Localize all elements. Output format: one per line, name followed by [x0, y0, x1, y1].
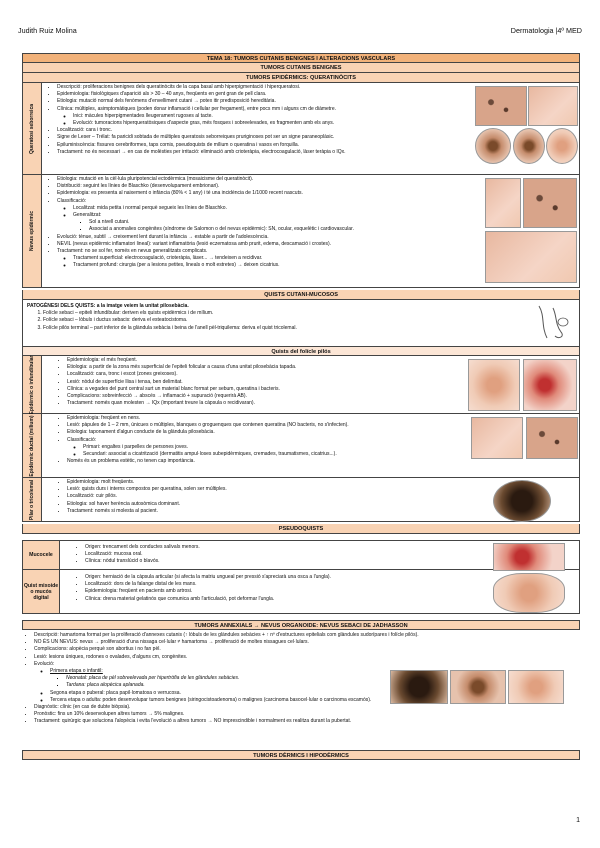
list-item: ◦ Localitzat: mida petita i normal perquè segueix les línies de Blaschko.	[73, 205, 475, 212]
list-item: • Complicacions: sobreinfecció → abscés → inflamació + supuració (requerirà AB).	[67, 393, 455, 400]
list-item: • Tractament: quirúrgic que soluciona l'alopècia i evita l'evolució a altres tumors → NO imprescindible i normalment es realitza durant la pubertat.	[34, 718, 580, 725]
document-sheet	[22, 53, 580, 799]
photo-quist-epidermic-1	[468, 359, 520, 411]
list-item: ◦ Generalitzat:	[73, 212, 475, 219]
list-item: ◦ Secundari: associat a cicatrització (dermatitis ampul·loses subepidèrmiques, cremades, traumatismes, cicatrius...).	[83, 451, 465, 458]
row-mucocele	[22, 540, 580, 570]
photo-nevus-1	[485, 178, 521, 228]
list-item: 3. Folícle pilós terminal – part inferior de la glàndula sebàcia i beina de l'anell pèl-triquilema: deriva el quist tricolemal.	[43, 325, 527, 332]
list-item: • Clínica: a vegades del punt central surt un material blanc format per sebum, queratina i bacteris.	[67, 386, 455, 393]
photo-queratosi-4	[513, 128, 545, 164]
list-item: ◦ Primari: engaltes i parpelles de persones joves.	[83, 444, 465, 451]
photo-mixoide	[493, 573, 565, 613]
page-number: 1	[576, 817, 580, 824]
list-item: • Epidemiologia: freqüent en nens.	[67, 415, 465, 422]
list-item: • Tractament: només si molesta al pacient.	[67, 508, 455, 515]
list-item: • Lesió: lesions úniques, rodones o ovalades, d'alguns cm, congènites.	[34, 654, 580, 661]
photo-annex-3	[508, 670, 564, 704]
list-item: • Descripció: proliferacions benignes dels queratinòcits de la capa basal amb hiperpigmentació i hiperqueratosi.	[57, 84, 465, 91]
list-item: • Classificació:	[67, 437, 465, 444]
list-item: • Epidemiologia: freqüent en pacients amb artrosi.	[85, 588, 483, 595]
list-item: • Clínica: nòdul translúcid o blavós.	[85, 558, 473, 565]
photo-mucocele	[493, 543, 565, 571]
photo-nevus-2	[523, 178, 577, 228]
section-epidermic: TUMORS EPIDÈRMICS: QUERATINÒCITS	[22, 73, 580, 83]
photo-queratosi-3	[475, 128, 511, 164]
list-item: ▪ Tardana: placa alopècica aplanada.	[66, 682, 580, 689]
section-annex: TUMORS ANNEXIALS → NEVUS ORGANOIDE: NEVUS SEBACI DE JADHASSON	[22, 620, 580, 630]
list-item: ▪ Associat a anomalies congènites (síndrome de Salomon o del nevus epidèrmic): SN, ocular, esquelètic i cardiovascular.	[89, 226, 475, 233]
list-item: • Diagnòstic: clínic (en cas de dubte biòpsia).	[34, 704, 580, 711]
list-item: • Evolució:	[34, 661, 580, 668]
list-item: • Epidemiologia: el més freqüent.	[67, 357, 455, 364]
photo-annex-2	[450, 670, 506, 704]
list-item: • Evolució: tènue, subtil → creixement lent durant la infància → estable a partir de l'adolescència.	[57, 234, 475, 241]
list-item: • Origen: trencament dels conductes salivals menors.	[85, 544, 473, 551]
pilosebaceous-diagram	[533, 302, 573, 342]
list-item: • Distribució: seguint les línies de Blaschko (desenvolupament embrionari).	[57, 183, 475, 190]
label-queratosi: Queratosi seborreica	[23, 83, 42, 174]
list-item: • Lesió: nòdul de superfície llisa i tensa, ben delimitat.	[67, 379, 455, 386]
photo-queratosi-5	[546, 128, 578, 164]
list-item: • Només és un problema estètic, no tenen cap importància.	[67, 458, 465, 465]
list-item: • Tractament: no és necessari → en cas de molèsties per irritació: eliminació amb crioteràpia, electrocoagulació, làser teràpia o IQx.	[57, 149, 465, 156]
section-pseudo: PSEUDOQUISTS	[22, 524, 580, 534]
list-item: • Etiologia: a partir de la zona més superficial de l'epiteli folicular a causa d'una unitat pilosebàcia tapada.	[67, 364, 455, 371]
section-dermal: TUMORS DÈRMICS I HIPODÈRMICS	[22, 750, 580, 760]
photo-nevus-3	[485, 231, 577, 283]
list-item: ◦ Tractament superficial: electrocoagulació, crioteràpia, làser... → tendeixen a recidivar.	[73, 255, 475, 262]
list-item: • Epidemiologia: molt freqüents.	[67, 479, 455, 486]
list-item: • Tractament: només quan molesten → IQx (important treure la càpsula o recidivaran).	[67, 400, 455, 407]
photo-annex-1	[390, 670, 448, 704]
list-item: ◦ Evolució: tumoracions hiperqueratòsiques d'aspecte gras, més fosques i sobreelevades, es fragmenten amb els anys.	[73, 120, 465, 127]
row-queratosi	[22, 83, 580, 175]
section-benign: TUMORS CUTANIS BENIGNES	[22, 63, 580, 73]
photo-pilar	[493, 480, 551, 522]
row-cysts-intro	[22, 300, 580, 346]
list-item: • Lesió: pàpules de 1 – 2 mm, únicues o múltiples, blanques o groguenques que contenen queratina (NO bacteris, no s'infecten).	[67, 422, 465, 429]
row-nevus	[22, 175, 580, 288]
list-item: ▪ Neonatal: placa de pèl sobreelevada per hipertròfia de les glàndules sebàcies.	[66, 675, 580, 682]
list-item: • Etiologia: sol haver herència autosòmica dominant.	[67, 501, 455, 508]
label-mucocele: Mucocele	[23, 541, 60, 569]
photo-queratosi-2	[528, 86, 578, 126]
list-item: ◦ Tractament profund: cirurgia (per a lesions petites, lineals o molt estretes) → deixen cicatrius.	[73, 262, 475, 269]
list-item: 1. Folícle sebaci – epiteli infundibular: deriven els quists epidèrmics i de mílium.	[43, 310, 527, 317]
list-item: • Clínica: múltiples, asimptomàtiques (poden donar inflamació i cellular per fregament), entre pocs mm i alguns cm de diàmetre.	[57, 106, 465, 113]
topic-title: TEMA 18: TUMORS CUTANIS BENIGNES I ALTERACIONS VASCULARS	[22, 53, 580, 63]
photo-milium-1	[471, 417, 523, 459]
section-follicle: Quists del folícle pilós	[22, 346, 580, 356]
header-author: Judith Ruiz Molina	[18, 26, 77, 35]
label-mixoide: Quist mixoide o mucós digital	[23, 570, 60, 613]
label-quist-milium: Epidèrmic ductal (mílium)	[23, 414, 42, 477]
annex-content	[22, 630, 580, 748]
list-item: • Epiluminiscència: fissures cerebriformes, taps cornis, pseudoquists de mílium o queratina i vasos en forquilla.	[57, 142, 465, 149]
list-item: • Localització: dors de la falange distal de les mans.	[85, 581, 483, 588]
cysts-intro-title: PATOGÈNESI DELS QUISTS: a la imatge veiem la unitat pilosebàcia.	[27, 303, 189, 309]
label-quist-epidermic: Epidèrmic o infundibular	[23, 356, 42, 413]
list-item: 2. Folícle sebaci – lòbuls i ductus sebacis: deriva el esteatocistoma.	[43, 317, 527, 324]
header-subject: Dermatologia |4º MED	[510, 26, 582, 35]
label-nevus: Nevus epidèrmic	[23, 175, 42, 287]
list-item: • Etiologia: mutació en la cèl·lula pluripotencial ectodèrmica (mosaicisme del queratinòcit).	[57, 176, 475, 183]
list-item: • Pronòstic: fins un 10% desenvolupen altres tumors → 5% malignes.	[34, 711, 580, 718]
list-item: • NO ÉS UN NEVUS: nevus → proliferació d'una nissaga cel·lular ≠ hamartoma → proliferació de moltes nissagues cel·lulars.	[34, 639, 580, 646]
list-item: • Etiologia: taponament d'algun conducte de la glàndula pilosebàcia.	[67, 429, 465, 436]
list-item: ◦ Primera etapa o infantil:	[50, 668, 580, 675]
list-item: • Signe de Leser – Trélat: fa paricidi sobtada de múltiples queratosis seborreiques pruriginoses pot ser un signe paraneoplàsic.	[57, 134, 465, 141]
list-item: ◦ Inici: màcules hiperpigmentades lleugerament rugoses al tacte.	[73, 113, 465, 120]
list-item: • Localització: cara i tronc.	[57, 127, 465, 134]
list-item: • Clínica: drena material gelatinós que comunica amb l'articulació, pot deformar l'ungla.	[85, 596, 483, 603]
row-quist-epidermic	[22, 356, 580, 414]
list-item: • Localització: mucosa oral.	[85, 551, 473, 558]
list-item: • Complicacions: alopècia perquè son abortius i no fan pèl.	[34, 646, 580, 653]
photo-queratosi-1	[475, 86, 527, 126]
list-item: • Classificació:	[57, 198, 475, 205]
list-item: • Localització: cuir pilós.	[67, 493, 455, 500]
row-quist-pilar	[22, 478, 580, 522]
list-item: ▪ Sol a nivell cutani.	[89, 219, 475, 226]
label-quist-pilar: Pilar o tricolemal	[23, 478, 42, 521]
list-item: • Epidemiologia: es presenta al naixement o infància (80% < 1 any) i té una incidència de 1/1000 recent nascuts.	[57, 190, 475, 197]
row-quist-milium	[22, 414, 580, 478]
photo-quist-epidermic-2	[523, 359, 577, 411]
list-item: • Origen: herniació de la càpsula articular (si afecta la matriu ungueal per pressió s'apreciarà una osca a l'ungla).	[85, 574, 483, 581]
list-item: • Lesió: quists durs i interns compostos per queratina, solen ser múltiples.	[67, 486, 455, 493]
list-item: • Descripció: hamartoma format per la proliferació d'annexes cutanis (↑ lòbuls de les glàndules sebàcies + ↑ nº d'estructures epitelials com glàndules sudorípares i folícle pilós).	[34, 632, 580, 639]
list-item: • Localització: cara, tronc i escot (zones greixoses).	[67, 371, 455, 378]
photo-milium-2	[526, 417, 578, 459]
list-item: • Epidemiologia: fisiològiques d'aparició als > 30 – 40 anys, freqüents en gent gran de pell clara.	[57, 91, 465, 98]
list-item: ◦ Segona etapa o puberal: placa papil·lomatosa o verrucosa.	[50, 690, 580, 697]
list-item: • Tractament: no se sol fer, només en nevus generalitzats complicats.	[57, 248, 475, 255]
list-item: ◦ Tercera etapa o adulta: poden desenvolupar tumors benignes (siringocistoadenoma) o malignes (carcinoma basocel·lular o carcinoma escamós).	[50, 697, 580, 704]
list-item: • NEVIL (nevus epidèrmic inflamatori lineal): variant inflamatòria (lesió eczematosa amb prurit, edema, descamació i crostes).	[57, 241, 475, 248]
row-mixoide	[22, 570, 580, 614]
section-cysts: QUISTS CUTANI-MUCOSOS	[22, 290, 580, 300]
list-item: • Etiologia: mutació normal dels fenòmens d'envelliment cutani → potex itir predisposició hereditària.	[57, 98, 465, 105]
